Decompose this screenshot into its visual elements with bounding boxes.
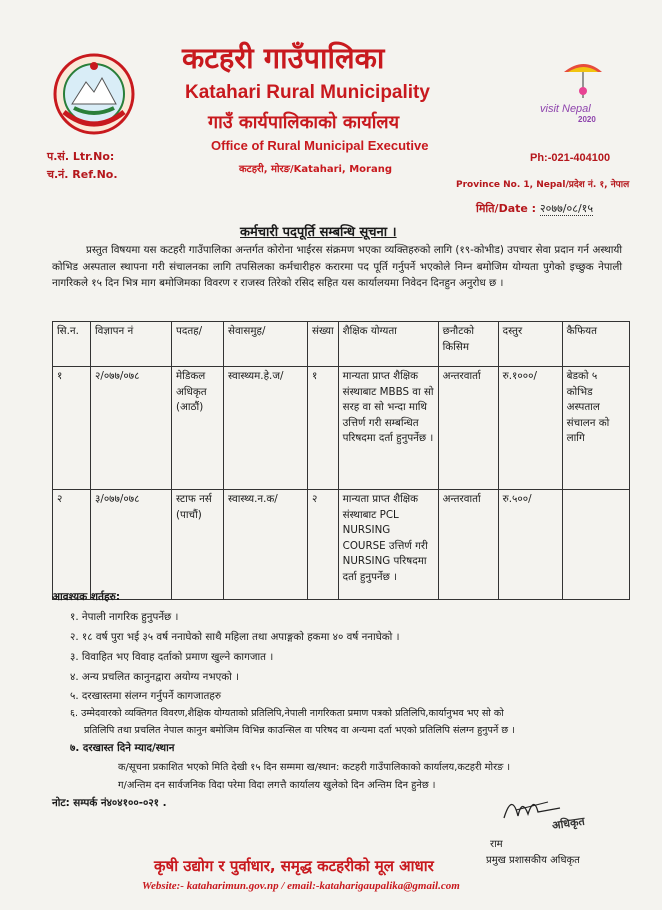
- col-adv-no: विज्ञापन नं: [91, 322, 172, 367]
- cell-service: स्वास्थ्य.न.क/: [224, 490, 308, 600]
- requirement-item: प्रतिलिपि तथा प्रचलित नेपाल कानुन बमोजिम विभिन्न काउन्सिल वा परिषद वा अन्यमा दर्ता भएको प्रतिलिपि संलग्न हुनुपर्ने छ ।: [84, 725, 515, 736]
- phone-number: Ph:-021-404100: [530, 152, 611, 164]
- requirement-item: ४. अन्य प्रचलित कानुनद्वारा अयोग्य नभएको ।: [70, 671, 240, 683]
- col-qualification: शैक्षिक योग्यता: [338, 322, 438, 367]
- cell-adv-no: २/०७७/०७८: [91, 367, 172, 490]
- cell-sn: १: [53, 367, 91, 490]
- office-title-en: Office of Rural Municipal Executive: [211, 138, 429, 153]
- requirement-item: १. नेपाली नागरिक हुनुपर्नेछ ।: [70, 611, 179, 623]
- visit-nepal-text: visit Nepal: [540, 103, 591, 115]
- requirements-heading: आवश्यक शर्तहरु:: [52, 591, 121, 603]
- cell-qualification: मान्यता प्राप्त शैक्षिक संस्थाबाट MBBS वा सो सरह वा सो भन्दा माथि उत्तिर्ण गरी सम्बन्धित परिषदमा दर्ता हुनुपर्नेछ ।: [338, 367, 438, 490]
- province-line: Province No. 1, Nepal/प्रदेश नं. १, नेपाल: [456, 180, 630, 190]
- cell-selection: अन्तरवार्ता: [438, 490, 498, 600]
- col-post: पदतह/: [172, 322, 224, 367]
- col-sn: सि.न.: [53, 322, 91, 367]
- date-line: [476, 201, 593, 216]
- cell-fee: रु.१०००/: [498, 367, 562, 490]
- col-remarks: कैफियत: [562, 322, 629, 367]
- col-fee: दस्तुर: [498, 322, 562, 367]
- footer-slogan: कृषी उद्योग र पुर्वाधार, समृद्ध कटहरीको मूल आधार: [154, 857, 434, 875]
- cell-fee: रु.५००/: [498, 490, 562, 600]
- requirement-item: ग/अन्तिम दन सार्वजनिक विदा परेमा विदा लगत्तै कार्यालय खुलेको दिन अन्तिम दिन हुनेछ ।: [118, 780, 436, 791]
- contact-note: नोट: सम्पर्क नं४०४१००-०२१ .: [52, 797, 167, 809]
- cell-post: मेडिकल अधिकृत (आठौं): [172, 367, 224, 490]
- col-count: संख्या: [308, 322, 339, 367]
- signer-role: प्रमुख प्रशासकीय अधिकृत: [486, 855, 580, 866]
- cell-remarks: बेडको ५ कोभिड अस्पताल संचालन को लागि: [562, 367, 629, 490]
- notice-intro: प्रस्तुत विषयमा यस कटहरी गाउँपालिका अन्तर्गत कोरोना भाईरस संक्रमण भएका व्यक्तिहरुको लागि (१९-कोभीड) उपचार सेवा प्रदान गर्न अस्थायी कोभिड अस्पताल स्थापना गरी संचालनका लागि तपसिलका कर्मचारीहरु करारमा पद पूर्ति गर्नुपर्ने भएकोले निम्न बमोजिम योग्यता पुगेको इच्छुक नेपाली नागरिकले १५ दिन भित्र माग बमोजिमका विवरण र राजस्व तिरेको रसिद सहित यस कार्यालयमा निवेदन दिनहुन अनुरोध छ ।: [52, 244, 622, 290]
- cell-count: १: [308, 367, 339, 490]
- requirement-item: ५. दरखास्तमा संलग्न गर्नुपर्ने कागजातहरु: [70, 690, 221, 702]
- col-service: सेवासमुह/: [224, 322, 308, 367]
- address: कटहरी, मोरङ/Katahari, Morang: [239, 164, 392, 175]
- cell-selection: अन्तरवार्ता: [438, 367, 498, 490]
- cell-remarks: [562, 490, 629, 600]
- cell-qualification: मान्यता प्राप्त शैक्षिक संस्थाबाट PCL NURSING COURSE उत्तिर्ण गरी NURSING परिषदमा दर्ता हुनुपर्नेछ ।: [338, 490, 438, 600]
- footer-contact: Website:- kataharimun.gov.np / email:-kataharigaupalika@gmail.com: [142, 880, 460, 892]
- municipality-title-en: Katahari Rural Municipality: [185, 82, 430, 103]
- table-row: [53, 490, 630, 600]
- notice-title: कर्मचारी पदपूर्ति सम्बन्धि सूचना ।: [240, 225, 397, 240]
- ltr-no-label: प.सं. Ltr.No:: [47, 150, 115, 163]
- col-selection: छनौटको किसिम: [438, 322, 498, 367]
- requirement-item: २. १८ वर्ष पुरा भई ३५ वर्ष ननाघेको साथै महिला तथा अपाङ्गको हकमा ४० वर्ष ननाघेको ।: [70, 631, 400, 643]
- requirement-item: ६. उम्मेदवारको व्यक्तिगत विवरण,शैक्षिक योग्यताको प्रतिलिपि,नेपाली नागरिकता प्रमाण पत्रको प्रतिलिपि,कार्यानुभव भए सो को: [70, 708, 504, 719]
- cell-service: स्वास्थ्यम.हे.ज/: [224, 367, 308, 490]
- visit-nepal-year: 2020: [578, 115, 596, 124]
- table-row: [53, 367, 630, 490]
- requirement-item: ७. दरखास्त दिने म्याद/स्थान: [70, 742, 175, 754]
- vacancy-table: [52, 321, 630, 600]
- nepal-emblem-icon: [52, 52, 136, 136]
- requirement-item: ३. विवाहित भए विवाह दर्ताको प्रमाण खुल्ने कागजात ।: [70, 651, 274, 663]
- signer-name: राम: [490, 839, 503, 850]
- cell-adv-no: ३/०७७/०७८: [91, 490, 172, 600]
- municipality-title-np: कटहरी गाउँपालिका: [182, 41, 385, 75]
- table-header-row: [53, 322, 630, 367]
- cell-count: २: [308, 490, 339, 600]
- cell-sn: २: [53, 490, 91, 600]
- office-title-np: गाउँ कार्यपालिकाको कार्यालय: [208, 112, 400, 133]
- visit-nepal-logo: [536, 58, 626, 138]
- requirement-item: क/सूचना प्रकाशित भएको मिति देखी १५ दिन सम्ममा ख/स्थान: कटहरी गाउँपालिकाको कार्यालय,कटहरी मोरङ ।: [118, 762, 511, 773]
- ref-no-label: च.नं. Ref.No.: [47, 168, 118, 181]
- stamp-text: अधिकृत: [551, 814, 586, 833]
- date-value: २०७७/०८/१५: [539, 202, 594, 215]
- cell-post: स्टाफ नर्स (पाचौं): [172, 490, 224, 600]
- date-label: मिति/Date :: [476, 202, 537, 215]
